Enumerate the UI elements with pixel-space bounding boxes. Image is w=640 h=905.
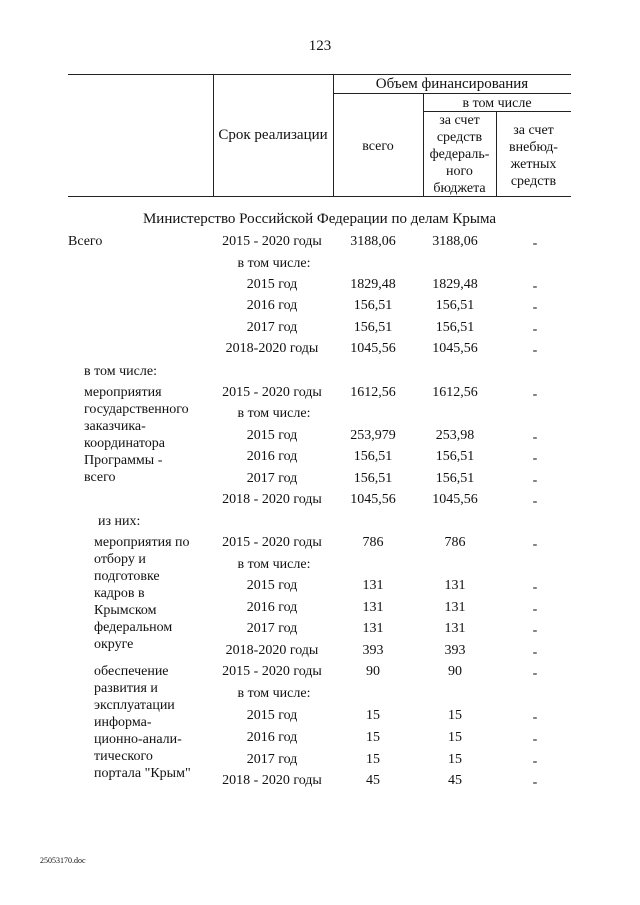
block2-line: мероприятия по xyxy=(94,535,190,550)
row-total: 253,979 xyxy=(350,428,396,443)
block1-line: государственного xyxy=(84,402,189,417)
label-vsego: Всего xyxy=(68,234,103,249)
row-term: 2015 - 2020 годы xyxy=(222,385,322,400)
row-extra: - xyxy=(532,236,538,251)
block3-line: ционно-анали- xyxy=(94,732,182,747)
row-extra: - xyxy=(532,322,538,337)
row-total: 156,51 xyxy=(353,298,393,313)
row-extra: - xyxy=(532,645,538,660)
row-federal: 131 xyxy=(444,621,466,636)
page-number: 123 xyxy=(308,38,332,54)
row-term: 2018-2020 годы xyxy=(225,643,319,658)
row-federal: 1829,48 xyxy=(432,277,478,292)
row-term: 2017 год xyxy=(246,471,298,486)
row-federal: 15 xyxy=(448,708,462,723)
row-total: 131 xyxy=(362,621,384,636)
row-term: в том числе: xyxy=(237,256,311,271)
row-term: 2015 год xyxy=(246,428,298,443)
row-total: 3188,06 xyxy=(350,234,396,249)
row-term: 2015 - 2020 годы xyxy=(222,234,322,249)
row-extra: - xyxy=(532,666,538,681)
row-term: 2015 год xyxy=(246,578,298,593)
block2-line: подготовке xyxy=(94,569,160,584)
row-extra: - xyxy=(532,451,538,466)
header-top-rule xyxy=(68,74,571,75)
block2-line: отбору и xyxy=(94,552,146,567)
row-term: 2016 год xyxy=(246,298,298,313)
row-term: 2017 год xyxy=(246,320,298,335)
header-funding: Объем финансирования xyxy=(375,76,529,92)
row-total: 786 xyxy=(362,535,384,550)
row-total: 1829,48 xyxy=(350,277,396,292)
header-extra: за счет внебюд- жетных средств xyxy=(509,123,558,189)
row-extra: - xyxy=(532,494,538,509)
row-federal: 253,98 xyxy=(435,428,475,443)
block3-line: тического xyxy=(94,749,153,764)
row-term: 2015 - 2020 годы xyxy=(222,664,322,679)
funding-divider xyxy=(333,93,571,94)
block2-line: федеральном xyxy=(94,620,173,635)
row-total: 90 xyxy=(366,664,380,679)
block1-line: Программы - xyxy=(84,453,163,468)
row-term: 2017 год xyxy=(246,621,298,636)
row-extra: - xyxy=(532,343,538,358)
row-total: 131 xyxy=(362,578,384,593)
block3-line: развития и xyxy=(94,681,158,696)
row-extra: - xyxy=(532,537,538,552)
row-total: 1612,56 xyxy=(350,385,396,400)
row-federal: 45 xyxy=(448,773,462,788)
row-term: 2015 - 2020 годы xyxy=(222,535,322,550)
row-extra: - xyxy=(532,710,538,725)
block1-line: заказчика- xyxy=(84,419,146,434)
row-extra: - xyxy=(532,430,538,445)
header-incl: в том числе xyxy=(462,96,532,111)
section-title: Министерство Российской Федерации по делам Крыма xyxy=(142,211,497,227)
row-federal: 786 xyxy=(444,535,466,550)
row-extra: - xyxy=(532,279,538,294)
header-term: Срок реализации xyxy=(218,127,328,143)
row-term: 2015 год xyxy=(246,277,298,292)
block1-line: координатора xyxy=(84,436,166,451)
row-extra: - xyxy=(532,732,538,747)
block2-line: округе xyxy=(94,637,134,652)
block2-line: кадров в xyxy=(94,586,145,601)
row-total: 1045,56 xyxy=(350,492,396,507)
row-extra: - xyxy=(532,300,538,315)
row-extra: - xyxy=(532,623,538,638)
row-term: 2018 - 2020 годы xyxy=(222,492,322,507)
row-total: 156,51 xyxy=(353,449,393,464)
row-extra: - xyxy=(532,387,538,402)
row-total: 156,51 xyxy=(353,320,393,335)
row-total: 393 xyxy=(362,643,384,658)
row-total: 15 xyxy=(366,752,380,767)
header-total: всего xyxy=(362,139,394,154)
row-federal: 90 xyxy=(448,664,462,679)
row-term: 2016 год xyxy=(246,730,298,745)
row-federal: 1045,56 xyxy=(432,492,478,507)
row-federal: 156,51 xyxy=(435,449,475,464)
row-total: 131 xyxy=(362,600,384,615)
block3-line: обеспечение xyxy=(94,664,169,679)
block1-line: всего xyxy=(84,470,116,485)
header-federal: за счет средств федераль- ного бюджета xyxy=(429,113,490,196)
row-federal: 156,51 xyxy=(435,471,475,486)
row-federal: 15 xyxy=(448,730,462,745)
row-total: 156,51 xyxy=(353,471,393,486)
row-federal: 131 xyxy=(444,600,466,615)
label-iz-nih: из них: xyxy=(98,514,141,529)
row-extra: - xyxy=(532,775,538,790)
row-extra: - xyxy=(532,602,538,617)
row-federal: 393 xyxy=(444,643,466,658)
row-term: 2018-2020 годы xyxy=(225,341,319,356)
row-term: 2018 - 2020 годы xyxy=(222,773,322,788)
row-federal: 1045,56 xyxy=(432,341,478,356)
row-federal: 3188,06 xyxy=(432,234,478,249)
row-term: 2017 год xyxy=(246,752,298,767)
row-term: в том числе: xyxy=(237,686,311,701)
row-federal: 1612,56 xyxy=(432,385,478,400)
row-federal: 156,51 xyxy=(435,298,475,313)
row-federal: 15 xyxy=(448,752,462,767)
row-total: 15 xyxy=(366,730,380,745)
row-total: 45 xyxy=(366,773,380,788)
row-extra: - xyxy=(532,754,538,769)
row-federal: 131 xyxy=(444,578,466,593)
block3-line: портала "Крым" xyxy=(94,766,191,781)
block1-line: мероприятия xyxy=(84,385,162,400)
row-term: 2015 год xyxy=(246,708,298,723)
row-term: 2016 год xyxy=(246,449,298,464)
row-term: в том числе: xyxy=(237,557,311,572)
row-extra: - xyxy=(532,580,538,595)
block2-line: Крымском xyxy=(94,603,157,618)
row-total: 15 xyxy=(366,708,380,723)
label-v-tom-chisle: в том числе: xyxy=(84,364,157,379)
footer-filename: 25053170.doc xyxy=(40,856,86,865)
row-total: 1045,56 xyxy=(350,341,396,356)
block3-line: эксплуатации xyxy=(94,698,175,713)
row-extra: - xyxy=(532,473,538,488)
row-term: в том числе: xyxy=(237,406,311,421)
row-federal: 156,51 xyxy=(435,320,475,335)
block3-line: информа- xyxy=(94,715,152,730)
row-term: 2016 год xyxy=(246,600,298,615)
